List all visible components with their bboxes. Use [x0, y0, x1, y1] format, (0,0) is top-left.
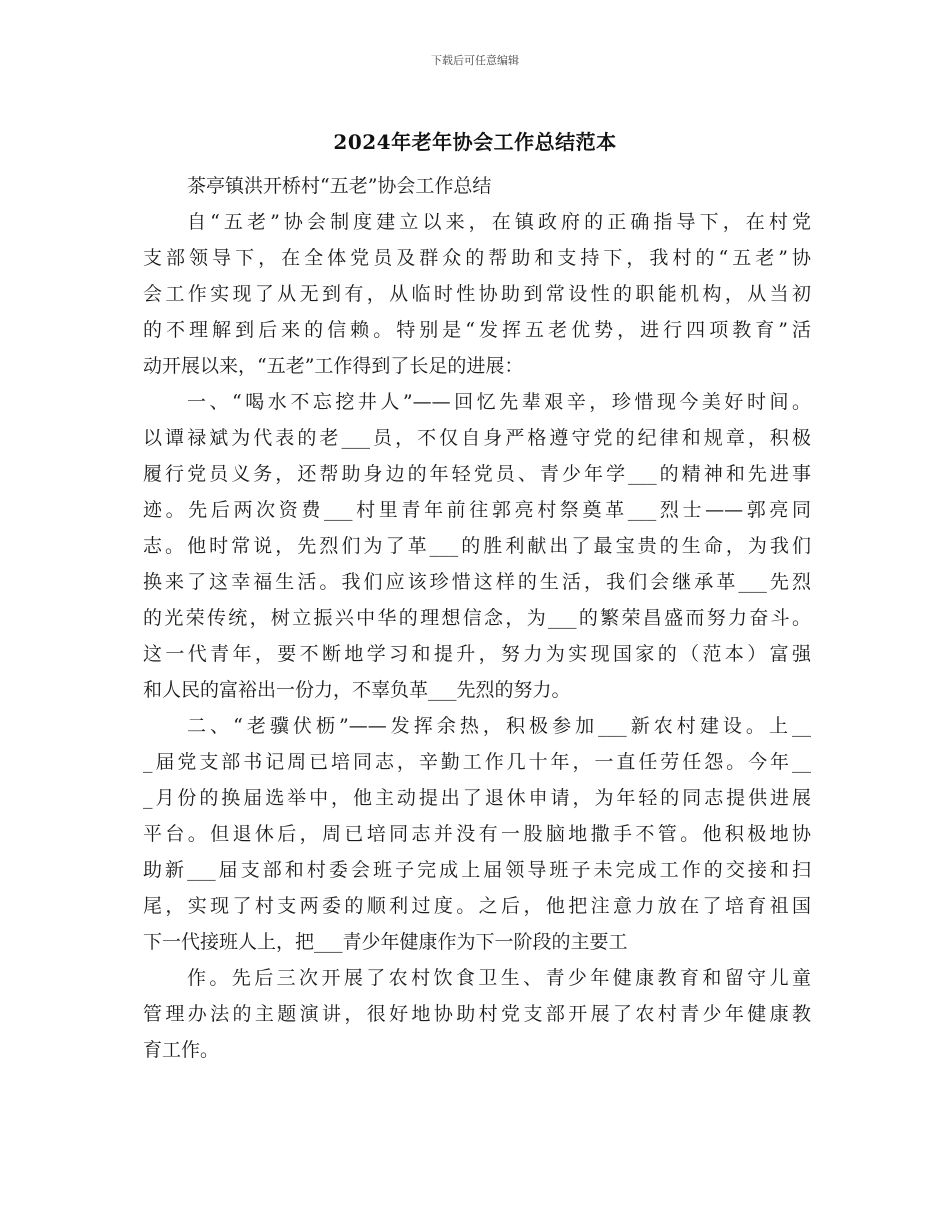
paragraph-line: 一、“喝水不忘挖井人”——回忆先辈艰辛，珍惜现今美好时间。	[187, 391, 811, 413]
paragraph-line: 这一代青年，要不断地学习和提升，努力为实现国家的（范本）富强	[143, 643, 811, 665]
document-title: 2024年老年协会工作总结范本	[333, 130, 617, 154]
paragraph-line: 作。先后三次开展了农村饮食卫生、青少年健康教育和留守儿童	[187, 967, 811, 989]
paragraph-line: 的光荣传统，树立振兴中华的理想信念，为___的繁荣昌盛而努力奋斗。	[143, 607, 811, 629]
paragraph-line: _月份的换届选举中，他主动提出了退休申请，为年轻的同志提供进展	[143, 787, 811, 809]
paragraph-line: 茶亭镇洪开桥村“五老”协会工作总结	[187, 175, 492, 197]
paragraph-line: 的不理解到后来的信赖。特别是“发挥五老优势，进行四项教育”活	[143, 319, 811, 341]
paragraph-line: 会工作实现了从无到有，从临时性协助到常设性的职能机构，从当初	[143, 283, 811, 305]
paragraph-line: 动开展以来，“五老”工作得到了长足的进展：	[143, 355, 524, 377]
paragraph-line: 履行党员义务，还帮助身边的年轻党员、青少年学___的精神和先进事	[143, 463, 811, 485]
paragraph-line: 尾，实现了村支两委的顺利过度。之后，他把注意力放在了培育祖国	[143, 895, 811, 917]
paragraph-line: 管理办法的主题演讲，很好地协助村党支部开展了农村青少年健康教	[143, 1003, 811, 1025]
paragraph-line: 志。他时常说，先烈们为了革___的胜利献出了最宝贵的生命，为我们	[143, 535, 811, 557]
paragraph-line: 以谭禄斌为代表的老___员，不仅自身严格遵守党的纪律和规章，积极	[143, 427, 811, 449]
paragraph-line: _届党支部书记周已培同志，辛勤工作几十年，一直任劳任怨。今年__	[143, 751, 811, 773]
paragraph-line: 育工作。	[143, 1039, 220, 1061]
document-body	[143, 168, 811, 1068]
paragraph-line: 迹。先后两次资费___村里青年前往郭亮村祭奠革___烈士——郭亮同	[143, 499, 811, 521]
paragraph-line: 二、“老骥伏枥”——发挥余热，积极参加___新农村建设。上__	[187, 715, 811, 737]
paragraph-line: 助新___届支部和村委会班子完成上届领导班子未完成工作的交接和扫	[143, 859, 811, 881]
paragraph-line: 平台。但退休后，周已培同志并没有一股脑地撒手不管。他积极地协	[143, 823, 811, 845]
paragraph-line: 支部领导下，在全体党员及群众的帮助和支持下，我村的“五老”协	[143, 247, 811, 269]
page-header-note: 下载后可任意编辑	[431, 54, 519, 67]
paragraph-line: 自“五老”协会制度建立以来，在镇政府的正确指导下，在村党	[187, 211, 811, 233]
paragraph-line: 和人民的富裕出一份力，不辜负革___先烈的努力。	[143, 679, 571, 701]
paragraph-line: 换来了这幸福生活。我们应该珍惜这样的生活，我们会继承革___先烈	[143, 571, 811, 593]
paragraph-line: 下一代接班人上，把___青少年健康作为下一阶段的主要工	[143, 931, 628, 953]
